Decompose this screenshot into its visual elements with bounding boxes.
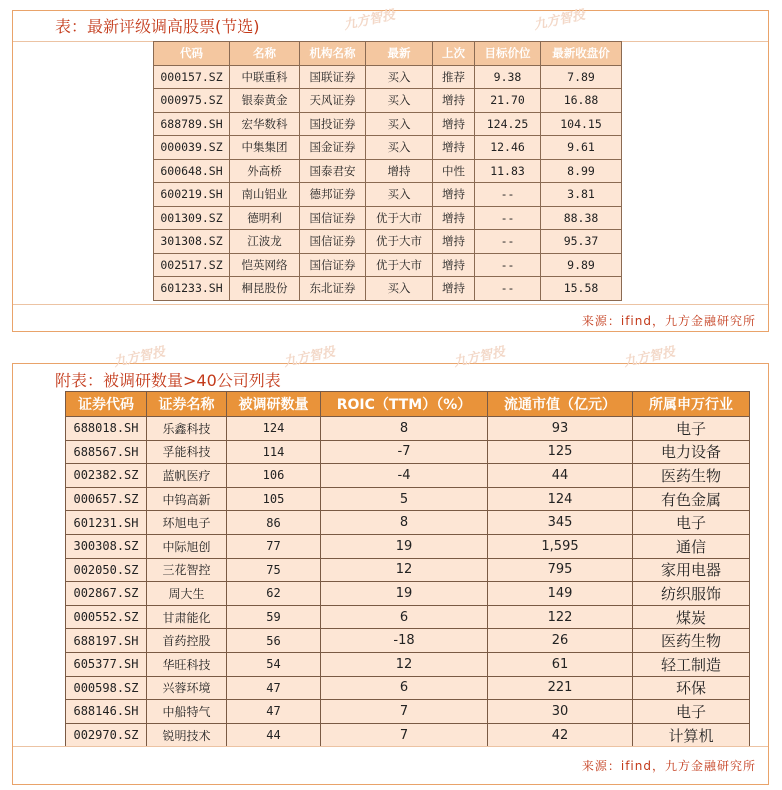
table-cell: 德明利 xyxy=(230,206,300,230)
table-row xyxy=(66,558,750,582)
table-cell: 95.37 xyxy=(541,230,622,254)
table-cell: 国投证券 xyxy=(300,112,366,136)
table-row xyxy=(154,112,622,136)
table-row xyxy=(66,511,750,535)
table-cell: 电子 xyxy=(633,417,750,441)
table-cell: 优于大市 xyxy=(366,206,433,230)
watermark: 九方智投 xyxy=(532,7,587,34)
table-cell: 医药生物 xyxy=(633,464,750,488)
table-cell: 61 xyxy=(488,652,633,676)
table-cell: 11.83 xyxy=(475,159,541,183)
column-header: 代码 xyxy=(154,42,230,66)
table-cell: 乐鑫科技 xyxy=(147,417,227,441)
table-cell: 买入 xyxy=(366,89,433,113)
table-cell: 88.38 xyxy=(541,206,622,230)
table-cell: 12 xyxy=(321,652,488,676)
table-row xyxy=(66,652,750,676)
table-cell: 6 xyxy=(321,605,488,629)
table-cell: 114 xyxy=(227,440,321,464)
table-cell: 9.38 xyxy=(475,65,541,89)
table-cell: 孚能科技 xyxy=(147,440,227,464)
column-header: 流通市值（亿元） xyxy=(488,392,633,417)
table-cell: 47 xyxy=(227,700,321,724)
table-row xyxy=(66,700,750,724)
table-cell: 124.25 xyxy=(475,112,541,136)
table-row xyxy=(66,440,750,464)
table-cell: 605377.SH xyxy=(66,652,147,676)
research-title: 附表：被调研数量>40公司列表 xyxy=(55,371,281,390)
column-header: 所属申万行业 xyxy=(633,392,750,417)
table-cell: 7.89 xyxy=(541,65,622,89)
table-cell: 124 xyxy=(227,417,321,441)
table-row xyxy=(154,136,622,160)
column-header: 被调研数量 xyxy=(227,392,321,417)
table-cell: 122 xyxy=(488,605,633,629)
table-cell: 002867.SZ xyxy=(66,582,147,606)
table-cell: 南山铝业 xyxy=(230,183,300,207)
table-cell: 12.46 xyxy=(475,136,541,160)
table-cell: 恺英网络 xyxy=(230,253,300,277)
table-cell: 中集集团 xyxy=(230,136,300,160)
table-cell: 中船特气 xyxy=(147,700,227,724)
table-cell: 44 xyxy=(227,723,321,747)
table-cell: 7 xyxy=(321,700,488,724)
table-cell: 9.89 xyxy=(541,253,622,277)
table-row xyxy=(66,629,750,653)
table-row xyxy=(66,464,750,488)
table-cell: 75 xyxy=(227,558,321,582)
table-cell: 149 xyxy=(488,582,633,606)
table-cell: 优于大市 xyxy=(366,230,433,254)
table-cell: 16.88 xyxy=(541,89,622,113)
column-header: 名称 xyxy=(230,42,300,66)
watermark: 九方智投 xyxy=(452,344,507,371)
watermark: 九方智投 xyxy=(622,344,677,371)
source-note: 来源：ifind，九方金融研究所 xyxy=(581,314,756,328)
table-cell: 增持 xyxy=(433,253,475,277)
table-row xyxy=(66,417,750,441)
table-cell: 买入 xyxy=(366,112,433,136)
table-cell: 002050.SZ xyxy=(66,558,147,582)
table-cell: 电子 xyxy=(633,700,750,724)
table-cell: -- xyxy=(475,277,541,301)
table-row xyxy=(154,89,622,113)
table-cell: 93 xyxy=(488,417,633,441)
table-cell: 001309.SZ xyxy=(154,206,230,230)
table-header-row xyxy=(154,42,622,66)
table-cell: 21.70 xyxy=(475,89,541,113)
table-cell: 688197.SH xyxy=(66,629,147,653)
table-cell: 纺织服饰 xyxy=(633,582,750,606)
table-cell: 通信 xyxy=(633,534,750,558)
table-cell: 江波龙 xyxy=(230,230,300,254)
table-cell: 增持 xyxy=(433,136,475,160)
table-row xyxy=(66,605,750,629)
table-cell: 000039.SZ xyxy=(154,136,230,160)
table-cell: 000598.SZ xyxy=(66,676,147,700)
source-divider xyxy=(13,304,768,305)
table-cell: -- xyxy=(475,206,541,230)
table-cell: 环保 xyxy=(633,676,750,700)
table-cell: 增持 xyxy=(433,230,475,254)
table-cell: 795 xyxy=(488,558,633,582)
table-cell: 华旺科技 xyxy=(147,652,227,676)
table-cell: 002970.SZ xyxy=(66,723,147,747)
table-cell: 买入 xyxy=(366,277,433,301)
table-cell: 300308.SZ xyxy=(66,534,147,558)
table-cell: 44 xyxy=(488,464,633,488)
table-cell: 国泰君安 xyxy=(300,159,366,183)
table-cell: 医药生物 xyxy=(633,629,750,653)
table-cell: -4 xyxy=(321,464,488,488)
table-cell: -18 xyxy=(321,629,488,653)
table-cell: 东北证券 xyxy=(300,277,366,301)
table-cell: 104.15 xyxy=(541,112,622,136)
watermark: 九方智投 xyxy=(342,7,397,34)
table-cell: 电子 xyxy=(633,511,750,535)
watermark: 九方智投 xyxy=(112,344,167,371)
table-cell: 德邦证券 xyxy=(300,183,366,207)
table-cell: 增持 xyxy=(433,206,475,230)
upgrades-table xyxy=(153,41,622,301)
table-cell: 77 xyxy=(227,534,321,558)
table-cell: 601233.SH xyxy=(154,277,230,301)
table-cell: 345 xyxy=(488,511,633,535)
column-header: 证券名称 xyxy=(147,392,227,417)
research-panel xyxy=(12,344,769,785)
table-row xyxy=(154,159,622,183)
table-cell: 买入 xyxy=(366,136,433,160)
table-cell: 124 xyxy=(488,487,633,511)
table-cell: 计算机 xyxy=(633,723,750,747)
table-cell: 56 xyxy=(227,629,321,653)
table-cell: 甘肃能化 xyxy=(147,605,227,629)
table-cell: 桐昆股份 xyxy=(230,277,300,301)
column-header: ROIC（TTM）（%） xyxy=(321,392,488,417)
source-divider xyxy=(13,746,768,747)
table-cell: 30 xyxy=(488,700,633,724)
table-cell: 国信证券 xyxy=(300,230,366,254)
table-cell: 中际旭创 xyxy=(147,534,227,558)
table-cell: 002517.SZ xyxy=(154,253,230,277)
column-header: 上次 xyxy=(433,42,475,66)
table-cell: 42 xyxy=(488,723,633,747)
table-row xyxy=(66,676,750,700)
table-cell: 688146.SH xyxy=(66,700,147,724)
table-cell: 000657.SZ xyxy=(66,487,147,511)
table-cell: 三花智控 xyxy=(147,558,227,582)
table-cell: 601231.SH xyxy=(66,511,147,535)
table-cell: 59 xyxy=(227,605,321,629)
table-cell: 9.61 xyxy=(541,136,622,160)
table-cell: 6 xyxy=(321,676,488,700)
watermark: 九方智投 xyxy=(282,344,337,371)
table-row xyxy=(154,183,622,207)
research-table xyxy=(65,391,750,747)
table-cell: 外高桥 xyxy=(230,159,300,183)
table-cell: 000157.SZ xyxy=(154,65,230,89)
table-row xyxy=(154,206,622,230)
table-cell: 106 xyxy=(227,464,321,488)
table-cell: -- xyxy=(475,183,541,207)
table-cell: 环旭电子 xyxy=(147,511,227,535)
table-cell: 增持 xyxy=(366,159,433,183)
table-cell: 15.58 xyxy=(541,277,622,301)
table-cell: 000552.SZ xyxy=(66,605,147,629)
table-cell: 中性 xyxy=(433,159,475,183)
table-cell: 600219.SH xyxy=(154,183,230,207)
column-header: 目标价位 xyxy=(475,42,541,66)
table-cell: 125 xyxy=(488,440,633,464)
table-cell: 买入 xyxy=(366,183,433,207)
table-cell: 买入 xyxy=(366,65,433,89)
table-cell: 105 xyxy=(227,487,321,511)
table-row xyxy=(154,277,622,301)
table-cell: -7 xyxy=(321,440,488,464)
table-cell: 221 xyxy=(488,676,633,700)
table-cell: 增持 xyxy=(433,89,475,113)
upgrades-panel xyxy=(12,7,769,332)
table-cell: 26 xyxy=(488,629,633,653)
table-cell: 中钨高新 xyxy=(147,487,227,511)
table-cell: 3.81 xyxy=(541,183,622,207)
table-cell: 周大生 xyxy=(147,582,227,606)
table-row xyxy=(66,487,750,511)
table-cell: 优于大市 xyxy=(366,253,433,277)
table-cell: 688789.SH xyxy=(154,112,230,136)
table-cell: 电力设备 xyxy=(633,440,750,464)
table-cell: 8.99 xyxy=(541,159,622,183)
table-cell: 增持 xyxy=(433,112,475,136)
table-cell: 12 xyxy=(321,558,488,582)
column-header: 最新 xyxy=(366,42,433,66)
table-cell: 600648.SH xyxy=(154,159,230,183)
table-cell: 1,595 xyxy=(488,534,633,558)
table-cell: 增持 xyxy=(433,277,475,301)
table-cell: 47 xyxy=(227,676,321,700)
table-cell: 688018.SH xyxy=(66,417,147,441)
table-row xyxy=(66,582,750,606)
column-header: 最新收盘价 xyxy=(541,42,622,66)
column-header: 机构名称 xyxy=(300,42,366,66)
table-cell: 蓝帆医疗 xyxy=(147,464,227,488)
table-cell: 银泰黄金 xyxy=(230,89,300,113)
table-cell: 19 xyxy=(321,534,488,558)
table-cell: 有色金属 xyxy=(633,487,750,511)
table-cell: 锐明技术 xyxy=(147,723,227,747)
table-header-row xyxy=(66,392,750,417)
table-cell: 301308.SZ xyxy=(154,230,230,254)
table-cell: 增持 xyxy=(433,183,475,207)
table-cell: 002382.SZ xyxy=(66,464,147,488)
table-cell: 国信证券 xyxy=(300,253,366,277)
table-cell: 兴蓉环境 xyxy=(147,676,227,700)
upgrades-title: 表：最新评级调高股票(节选) xyxy=(55,17,260,36)
table-cell: 家用电器 xyxy=(633,558,750,582)
table-cell: -- xyxy=(475,253,541,277)
table-cell: -- xyxy=(475,230,541,254)
table-cell: 国联证券 xyxy=(300,65,366,89)
table-cell: 5 xyxy=(321,487,488,511)
table-cell: 中联重科 xyxy=(230,65,300,89)
table-cell: 首药控股 xyxy=(147,629,227,653)
table-cell: 62 xyxy=(227,582,321,606)
table-cell: 7 xyxy=(321,723,488,747)
table-cell: 54 xyxy=(227,652,321,676)
table-cell: 688567.SH xyxy=(66,440,147,464)
table-row xyxy=(154,253,622,277)
table-cell: 煤炭 xyxy=(633,605,750,629)
table-cell: 19 xyxy=(321,582,488,606)
column-header: 证券代码 xyxy=(66,392,147,417)
table-cell: 宏华数科 xyxy=(230,112,300,136)
table-cell: 000975.SZ xyxy=(154,89,230,113)
table-cell: 8 xyxy=(321,511,488,535)
source-note: 来源：ifind，九方金融研究所 xyxy=(581,759,756,773)
table-row xyxy=(154,65,622,89)
table-cell: 天风证券 xyxy=(300,89,366,113)
table-cell: 轻工制造 xyxy=(633,652,750,676)
table-row xyxy=(66,534,750,558)
table-row xyxy=(66,723,750,747)
table-cell: 推荐 xyxy=(433,65,475,89)
table-cell: 8 xyxy=(321,417,488,441)
table-cell: 86 xyxy=(227,511,321,535)
table-row xyxy=(154,230,622,254)
table-cell: 国金证券 xyxy=(300,136,366,160)
table-cell: 国信证券 xyxy=(300,206,366,230)
